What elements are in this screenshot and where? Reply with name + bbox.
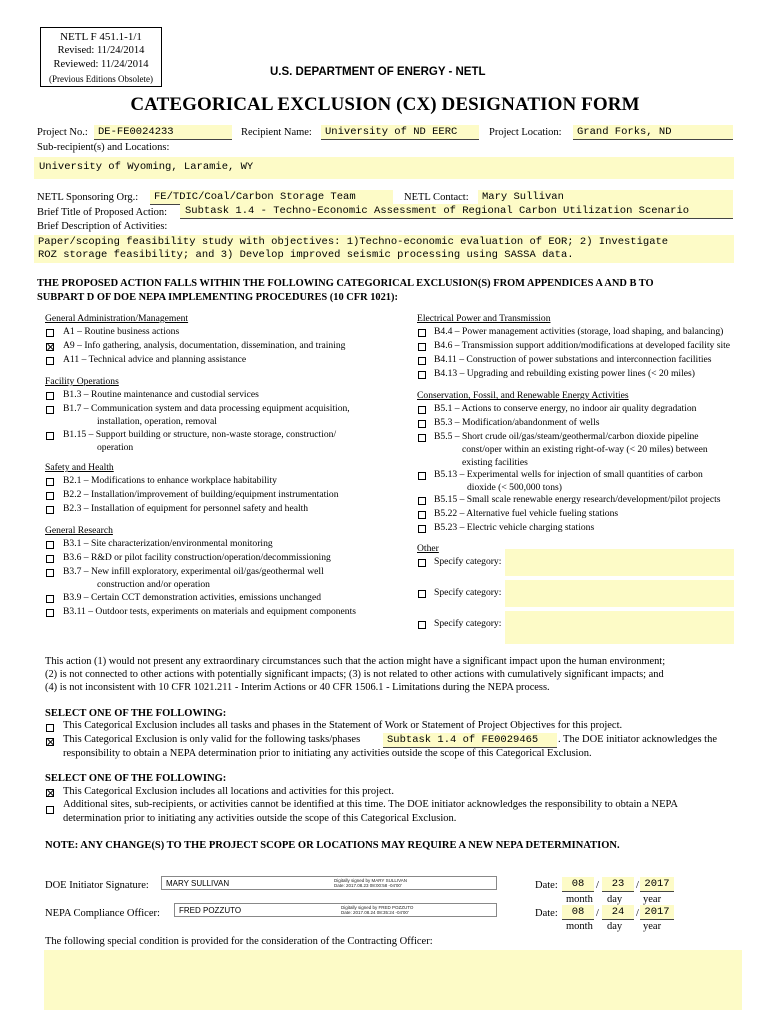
b2-3-checkbox[interactable] <box>46 506 54 514</box>
specific-tasks-label-cont2: responsibility to obtain a NEPA determination prior to initiating any activities outside the scope of this Categorical Exclusion. <box>63 748 592 759</box>
location-field[interactable]: Grand Forks, ND <box>573 125 733 140</box>
all-locations-checkbox[interactable] <box>46 789 54 797</box>
b3-6-label: B3.6 – R&D or pilot facility construction/operation/decommissioning <box>63 552 331 563</box>
b5-3-checkbox[interactable] <box>418 420 426 428</box>
form-revised: Revised: 11/24/2014 <box>57 45 145 56</box>
specific-tasks-label-cont: . The DOE initiator acknowledges the <box>558 734 718 745</box>
b3-11-label: B3.11 – Outdoor tests, experiments on materials and equipment components <box>63 606 356 617</box>
b3-11-checkbox[interactable] <box>46 609 54 617</box>
specific-tasks-label: This Categorical Exclusion is only valid for the following tasks/phases <box>63 734 361 745</box>
month-caption-1: month <box>566 894 593 905</box>
b4-4-checkbox[interactable] <box>418 329 426 337</box>
select-one-heading-2: SELECT ONE OF THE FOLLOWING: <box>45 773 227 784</box>
specify-3-checkbox[interactable] <box>418 621 426 629</box>
b1-7-checkbox[interactable] <box>46 406 54 414</box>
special-condition-label: The following special condition is provided for the consideration of the Contracting Officer: <box>45 936 433 947</box>
b1-3-label: B1.3 – Routine maintenance and custodial services <box>63 389 259 400</box>
subrecipients-label: Sub-recipient(s) and Locations: <box>37 142 170 153</box>
doe-signer-name: MARY SULLIVAN <box>166 879 230 888</box>
b5-1-label: B5.1 – Actions to conserve energy, no indoor air quality degradation <box>434 403 697 414</box>
doe-date-month[interactable]: 08 <box>562 877 594 892</box>
a1-label: A1 – Routine business actions <box>63 326 180 337</box>
b5-13-label: B5.13 – Experimental wells for injection of small quantities of carbon <box>434 469 703 480</box>
specify-2-checkbox[interactable] <box>418 590 426 598</box>
nepa-officer-label: NEPA Compliance Officer: <box>45 908 160 919</box>
b5-22-checkbox[interactable] <box>418 511 426 519</box>
month-caption-2: month <box>566 921 593 932</box>
b1-7-label-cont: installation, operation, removal <box>97 416 217 427</box>
netl-contact-label: NETL Contact: <box>404 192 469 203</box>
facility-heading: Facility Operations <box>45 376 119 387</box>
nepa-signer-name: FRED POZZUTO <box>179 906 242 915</box>
b5-5-label-cont2: existing facilities <box>462 457 528 468</box>
a9-label: A9 – Info gathering, analysis, documentation, dissemination, and training <box>63 340 346 351</box>
b5-22-label: B5.22 – Alternative fuel vehicle fueling stations <box>434 508 619 519</box>
proposed-action-line1: THE PROPOSED ACTION FALLS WITHIN THE FOLLOWING CATEGORICAL EXCLUSION(S) FROM APPENDICES A AND B TO <box>37 278 654 289</box>
b3-9-checkbox[interactable] <box>46 595 54 603</box>
subrecipients-value: University of Wyoming, Laramie, WY <box>39 161 254 173</box>
b4-6-checkbox[interactable] <box>418 343 426 351</box>
specify-1-checkbox[interactable] <box>418 559 426 567</box>
all-tasks-checkbox[interactable] <box>46 724 54 732</box>
specific-tasks-checkbox[interactable] <box>46 738 54 746</box>
b5-5-label: B5.5 – Short crude oil/gas/steam/geothermal/carbon dioxide pipeline <box>434 431 699 442</box>
b4-13-checkbox[interactable] <box>418 371 426 379</box>
conservation-heading: Conservation, Fossil, and Renewable Energy Activities <box>417 390 629 401</box>
doe-date-slash-2: / <box>636 880 639 891</box>
nepa-date-month[interactable]: 08 <box>562 905 594 920</box>
additional-sites-label: Additional sites, sub-recipients, or activities cannot be identified at this time. The DOE initiator acknowledges the responsibility to obtain a NEPA <box>63 799 679 810</box>
a9-checkbox[interactable] <box>46 343 54 351</box>
other-heading: Other <box>417 543 439 554</box>
b5-13-checkbox[interactable] <box>418 472 426 480</box>
circumstances-line3: (4) is not inconsistent with 10 CFR 1021.211 - Interim Actions or 40 CFR 1506.1 - Limitations during the NEPA process. <box>45 682 550 693</box>
location-label: Project Location: <box>489 127 562 138</box>
doe-signed-by: Digitally signed by MARY SULLIVAN <box>334 878 408 883</box>
tasks-phases-field[interactable]: Subtask 1.4 of FE0029465 <box>383 733 557 748</box>
specify-category-field-3[interactable] <box>505 611 734 644</box>
safety-heading: Safety and Health <box>45 462 114 473</box>
doe-date-year[interactable]: 2017 <box>640 877 674 892</box>
additional-sites-label-cont: determination prior to initiating any activities outside the scope of this Categorical Exclusion. <box>63 813 457 824</box>
doe-date-slash-1: / <box>596 880 599 891</box>
brief-desc-line1: Paper/scoping feasibility study with objectives: 1)Techno-economic evaluation of EOR; 2) Investigate <box>38 236 669 248</box>
b3-1-label: B3.1 – Site characterization/environmental monitoring <box>63 538 273 549</box>
b3-7-label-cont: construction and/or operation <box>97 579 210 590</box>
b5-1-checkbox[interactable] <box>418 406 426 414</box>
b1-15-checkbox[interactable] <box>46 432 54 440</box>
specify-1-label: Specify category: <box>434 556 502 567</box>
b5-15-checkbox[interactable] <box>418 497 426 505</box>
form-reviewed: Reviewed: 11/24/2014 <box>53 59 149 70</box>
year-caption-1: year <box>643 894 662 905</box>
all-tasks-label: This Categorical Exclusion includes all tasks and phases in the Statement of Work or Statement of Project Objectives for this project. <box>63 720 623 731</box>
day-caption-1: day <box>607 894 623 905</box>
specify-category-field-2[interactable] <box>505 580 734 607</box>
gen-admin-heading: General Administration/Management <box>45 313 189 324</box>
a11-checkbox[interactable] <box>46 357 54 365</box>
electrical-heading: Electrical Power and Transmission <box>417 313 551 324</box>
b3-1-checkbox[interactable] <box>46 541 54 549</box>
b5-5-checkbox[interactable] <box>418 434 426 442</box>
scope-change-note: NOTE: ANY CHANGE(S) TO THE PROJECT SCOPE OR LOCATIONS MAY REQUIRE A NEW NEPA DETERMINATION. <box>45 840 620 851</box>
b2-1-checkbox[interactable] <box>46 478 54 486</box>
a11-label: A11 – Technical advice and planning assistance <box>63 354 247 365</box>
b5-23-label: B5.23 – Electric vehicle charging stations <box>434 522 595 533</box>
b3-7-label: B3.7 – New infill exploratory, experimental oil/gas/geothermal well <box>63 566 324 577</box>
all-locations-label: This Categorical Exclusion includes all locations and activities for this project. <box>63 786 394 797</box>
b1-15-label: B1.15 – Support building or structure, non-waste storage, construction/ <box>63 429 337 440</box>
project-no-field[interactable]: DE-FE0024233 <box>94 125 232 140</box>
b4-11-label: B4.11 – Construction of power substations and interconnection facilities <box>434 354 712 365</box>
b1-7-label: B1.7 – Communication system and data processing equipment acquisition, <box>63 403 350 414</box>
b4-11-checkbox[interactable] <box>418 357 426 365</box>
doe-signed-date: Date: 2017.08.23 08:00:58 -04'00' <box>334 883 402 888</box>
b2-1-label: B2.1 – Modifications to enhance workplace habitability <box>63 475 277 486</box>
nepa-officer-signature[interactable] <box>174 903 497 917</box>
specify-category-field-1[interactable] <box>505 549 734 576</box>
b5-23-checkbox[interactable] <box>418 525 426 533</box>
b2-2-label: B2.2 – Installation/improvement of building/equipment instrumentation <box>63 489 339 500</box>
nepa-date-slash-1: / <box>596 908 599 919</box>
doe-date-label: Date: <box>535 880 558 891</box>
agency-header: U.S. DEPARTMENT OF ENERGY - NETL <box>270 66 486 78</box>
proposed-action-line2: SUBPART D OF DOE NEPA IMPLEMENTING PROCEDURES (10 CFR 1021): <box>37 292 398 303</box>
brief-title-label: Brief Title of Proposed Action: <box>37 207 168 218</box>
b5-15-label: B5.15 – Small scale renewable energy research/development/pilot projects <box>434 494 721 505</box>
b5-3-label: B5.3 – Modification/abandonment of wells <box>434 417 600 428</box>
b3-7-checkbox[interactable] <box>46 569 54 577</box>
doe-date-day[interactable]: 23 <box>602 877 634 892</box>
b3-9-label: B3.9 – Certain CCT demonstration activities, emissions unchanged <box>63 592 322 603</box>
netl-contact-field[interactable]: Mary Sullivan <box>478 190 733 205</box>
a1-checkbox[interactable] <box>46 329 54 337</box>
project-no-label: Project No.: <box>37 127 88 138</box>
b2-2-checkbox[interactable] <box>46 492 54 500</box>
b4-6-label: B4.6 – Transmission support addition/modifications at developed facility site <box>434 340 731 351</box>
recipient-label: Recipient Name: <box>241 127 312 138</box>
day-caption-2: day <box>607 921 623 932</box>
brief-desc-label: Brief Description of Activities: <box>37 221 168 232</box>
b1-3-checkbox[interactable] <box>46 392 54 400</box>
nepa-date-day[interactable]: 24 <box>602 905 634 920</box>
b4-4-label: B4.4 – Power management activities (storage, load shaping, and balancing) <box>434 326 724 337</box>
form-obsolete: (Previous Editions Obsolete) <box>49 74 153 84</box>
doe-initiator-signature[interactable] <box>161 876 497 890</box>
doe-initiator-label: DOE Initiator Signature: <box>45 880 149 891</box>
form-id-box <box>40 27 162 87</box>
sponsoring-org-field[interactable]: FE/TDIC/Coal/Carbon Storage Team <box>150 190 393 205</box>
form-number: NETL F 451.1-1/1 <box>60 31 142 43</box>
nepa-signed-by: Digitally signed by FRED POZZUTO <box>341 905 414 910</box>
nepa-date-label: Date: <box>535 908 558 919</box>
nepa-date-slash-2: / <box>636 908 639 919</box>
specify-2-label: Specify category: <box>434 587 502 598</box>
circumstances-line1: This action (1) would not present any extraordinary circumstances such that the action might have a significant impact upon the human environment; <box>45 656 666 667</box>
b4-13-label: B4.13 – Upgrading and rebuilding existing power lines (< 20 miles) <box>434 368 695 379</box>
special-condition-field[interactable] <box>44 950 742 1010</box>
b5-13-label-cont: dioxide (< 500,000 tons) <box>467 482 562 493</box>
sponsoring-org-label: NETL Sponsoring Org.: <box>37 192 139 203</box>
brief-title-field[interactable]: Subtask 1.4 - Techno-Economic Assessment of Regional Carbon Utilization Scenario <box>180 204 733 219</box>
recipient-field[interactable]: University of ND EERC <box>321 125 479 140</box>
research-heading: General Research <box>45 525 113 536</box>
select-one-heading-1: SELECT ONE OF THE FOLLOWING: <box>45 708 227 719</box>
b2-3-label: B2.3 – Installation of equipment for personnel safety and health <box>63 503 309 514</box>
b3-6-checkbox[interactable] <box>46 555 54 563</box>
circumstances-line2: (2) is not connected to other actions with potentially significant impacts; (3) is not related to other actions with cumulatively significant impacts; and <box>45 669 664 680</box>
b5-5-label-cont1: const/oper within an existing right-of-way (< 20 miles) between <box>462 444 708 455</box>
page-title: CATEGORICAL EXCLUSION (CX) DESIGNATION FORM <box>130 94 640 115</box>
b1-15-label-cont: operation <box>97 442 134 453</box>
nepa-signed-date: Date: 2017.08.24 08:35:24 -04'00' <box>341 910 409 915</box>
nepa-date-year[interactable]: 2017 <box>640 905 674 920</box>
year-caption-2: year <box>643 921 662 932</box>
specify-3-label: Specify category: <box>434 618 502 629</box>
additional-sites-checkbox[interactable] <box>46 806 54 814</box>
brief-desc-line2: ROZ storage feasibility; and 3) Develop improved seismic processing using SASSA data. <box>38 249 574 261</box>
